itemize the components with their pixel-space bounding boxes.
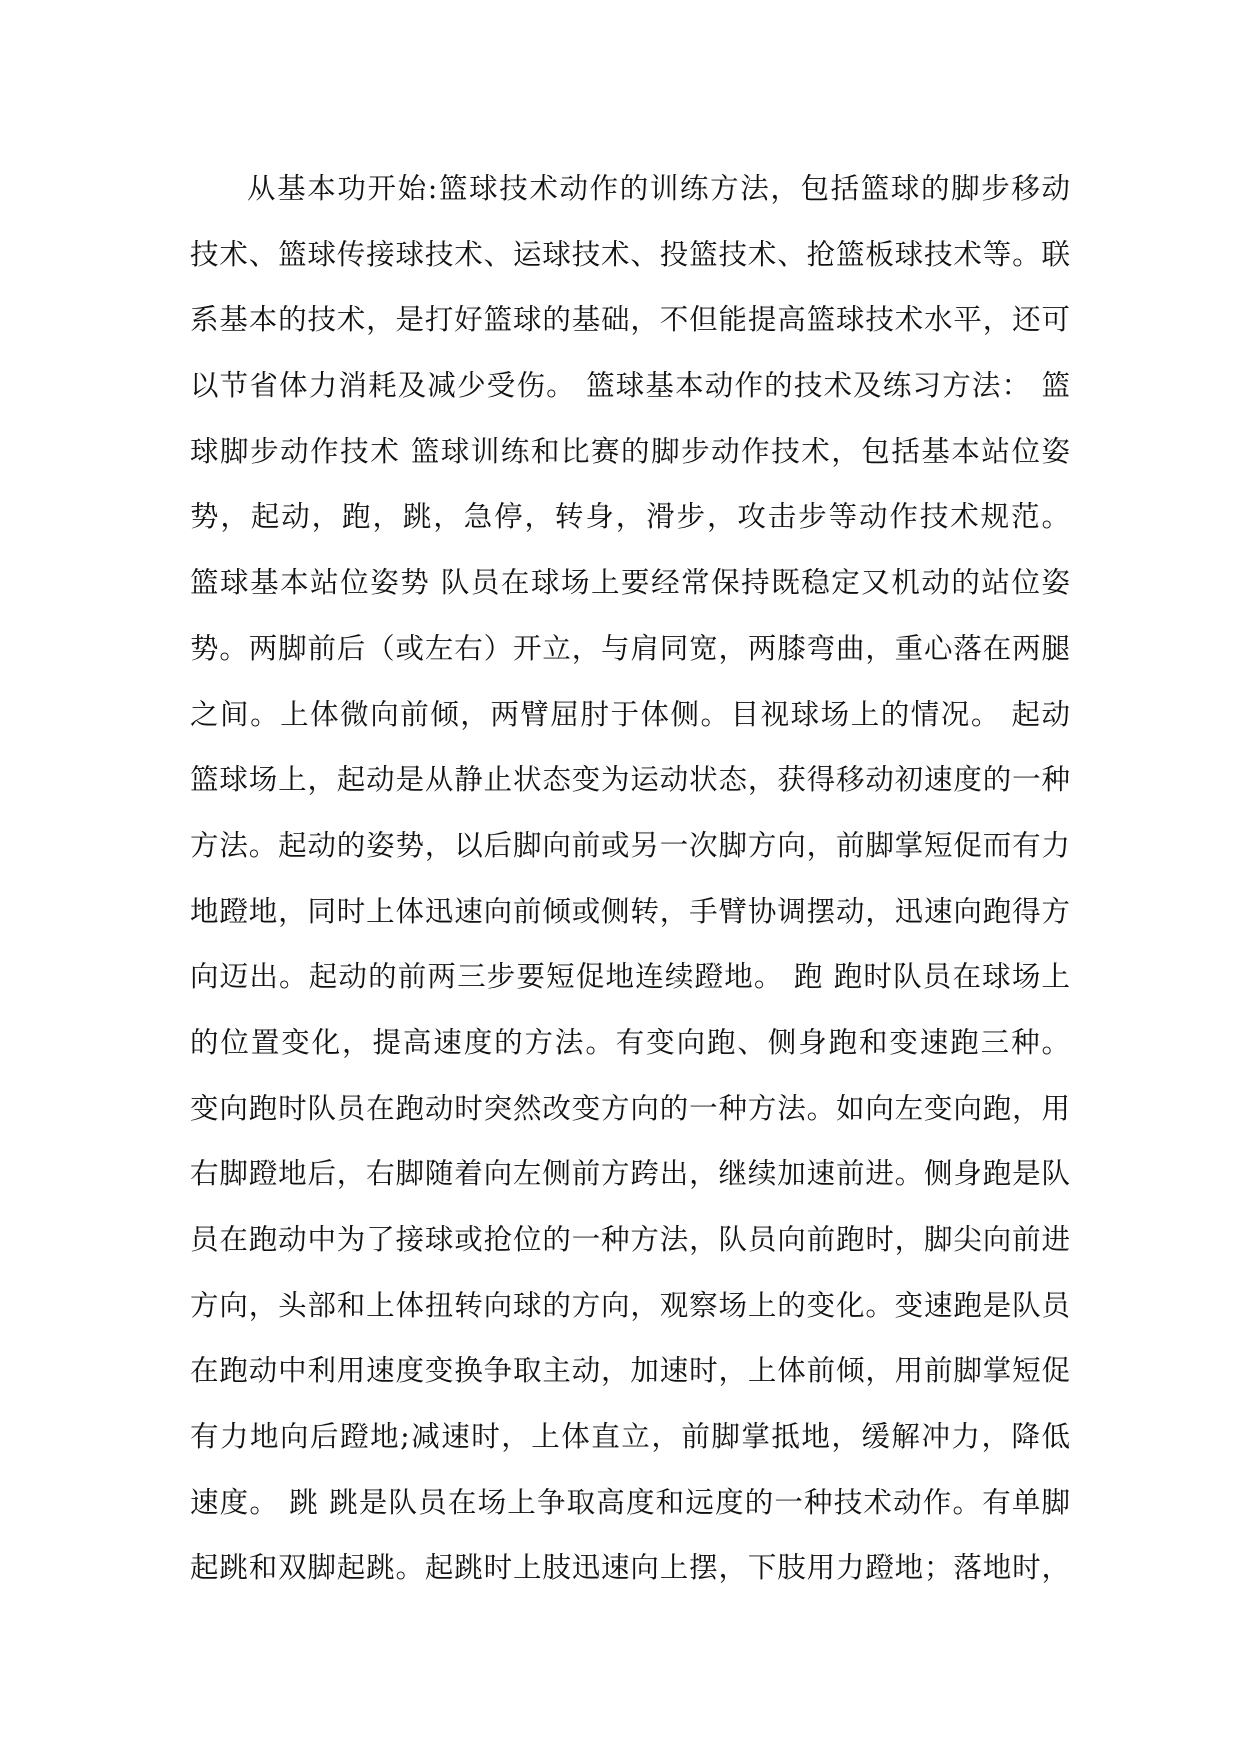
text-line-4: 以节省体力消耗及减少受伤。 篮球基本动作的技术及练习方法： 篮 — [190, 369, 1070, 403]
text-line-8: 势。两脚前后（或左右）开立，与肩同宽，两膝弯曲，重心落在两腿 — [190, 631, 1070, 665]
text-line-13: 向迈出。起动的前两三步要短促地连续蹬地。 跑 跑时队员在球场上 — [190, 960, 1070, 994]
text-line-10: 篮球场上，起动是从静止状态变为运动状态，获得移动初速度的一种 — [190, 763, 1070, 797]
text-line-5: 球脚步动作技术 篮球训练和比赛的脚步动作技术，包括基本站位姿 — [190, 434, 1070, 468]
body-text — [190, 156, 1070, 1601]
text-line-7: 篮球基本站位姿势 队员在球场上要经常保持既稳定又机动的站位姿 — [190, 566, 1070, 600]
text-line-9: 之间。上体微向前倾，两臂屈肘于体侧。目视球场上的情况。 起动 — [190, 697, 1070, 731]
text-line-21: 速度。 跳 跳是队员在场上争取高度和远度的一种技术动作。有单脚 — [190, 1485, 1070, 1519]
text-line-22: 起跳和双脚起跳。起跳时上肢迅速向上摆，下肢用力蹬地；落地时， — [190, 1551, 1070, 1585]
text-line-19: 在跑动中利用速度变换争取主动，加速时，上体前倾，用前脚掌短促 — [190, 1354, 1070, 1388]
text-line-11: 方法。起动的姿势，以后脚向前或另一次脚方向，前脚掌短促而有力 — [190, 828, 1070, 862]
text-line-1: 从基本功开始:篮球技术动作的训练方法，包括篮球的脚步移动 — [247, 172, 1070, 205]
text-line-20: 有力地向后蹬地;减速时，上体直立，前脚掌抵地，缓解冲力，降低 — [190, 1420, 1070, 1454]
text-line-6: 势，起动，跑，跳，急停，转身，滑步，攻击步等动作技术规范。 — [190, 500, 1070, 534]
text-line-14: 的位置变化，提高速度的方法。有变向跑、侧身跑和变速跑三种。 — [190, 1025, 1070, 1059]
text-line-12: 地蹬地，同时上体迅速向前倾或侧转，手臂协调摆动，迅速向跑得方 — [190, 894, 1070, 928]
text-line-17: 员在跑动中为了接球或抢位的一种方法，队员向前跑时，脚尖向前进 — [190, 1223, 1070, 1256]
text-line-15: 变向跑时队员在跑动时突然改变方向的一种方法。如向左变向跑，用 — [190, 1091, 1070, 1125]
text-line-18: 方向，头部和上体扭转向球的方向，观察场上的变化。变速跑是队员 — [190, 1288, 1070, 1322]
text-line-2: 技术、篮球传接球技术、运球技术、投篮技术、抢篮板球技术等。联 — [190, 237, 1070, 271]
text-line-3: 系基本的技术，是打好篮球的基础，不但能提高篮球技术水平，还可 — [190, 303, 1070, 337]
text-line-16: 右脚蹬地后，右脚随着向左侧前方跨出，继续加速前进。侧身跑是队 — [190, 1157, 1070, 1191]
